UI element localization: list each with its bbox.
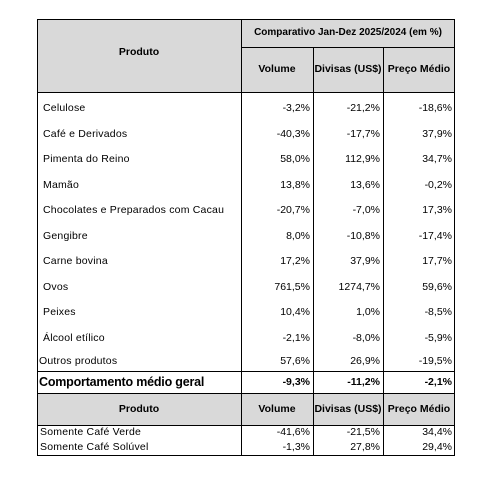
- coffee-row-1-volume: -41,6%: [276, 426, 310, 439]
- col-divider-1: [241, 19, 242, 456]
- coffee-row-2-preco: 29,4%: [422, 441, 452, 454]
- border-left: [37, 19, 38, 456]
- row-11-produto: Outros produtos: [39, 355, 118, 368]
- row-8-volume: 761,5%: [274, 280, 310, 293]
- row-11-volume: 57,6%: [280, 355, 310, 368]
- row-2-volume: -40,3%: [276, 127, 310, 140]
- row-3-produto: Pimenta do Reino: [43, 153, 130, 166]
- header-bottom: [37, 92, 455, 93]
- row-4-volume: 13,8%: [280, 178, 310, 191]
- row-9-divisas: 1,0%: [356, 306, 380, 319]
- row-5-divisas: -7,0%: [352, 204, 380, 217]
- header2-bottom: [37, 425, 455, 426]
- header2-produto: Produto: [37, 393, 241, 425]
- row-8-produto: Ovos: [43, 280, 69, 293]
- header2-preco-medio: Preço Médio: [383, 393, 455, 425]
- row-1-volume: -3,2%: [282, 102, 310, 115]
- row-1-preco: -18,6%: [418, 102, 452, 115]
- row-1-produto: Celulose: [43, 102, 86, 115]
- row-7-preco: 17,7%: [422, 255, 452, 268]
- comparison-table: [37, 19, 455, 455]
- header-divisas: Divisas (US$): [313, 47, 383, 92]
- header-preco-medio: Preço Médio: [383, 47, 455, 92]
- average-volume: -9,3%: [282, 375, 310, 388]
- header-sub-divider: [241, 47, 455, 48]
- coffee-row-2-volume: -1,3%: [282, 441, 310, 454]
- row-3-preco: 34,7%: [422, 153, 452, 166]
- header-volume: Volume: [241, 47, 313, 92]
- header2-volume: Volume: [241, 393, 313, 425]
- average-label: Comportamento médio geral: [39, 374, 205, 389]
- row-7-volume: 17,2%: [280, 255, 310, 268]
- row-2-divisas: -17,7%: [346, 127, 380, 140]
- col-divider-3: [383, 47, 384, 456]
- row-6-produto: Gengibre: [43, 229, 88, 242]
- row-3-divisas: 112,9%: [345, 153, 380, 166]
- row-4-produto: Mamão: [43, 178, 80, 191]
- header-comparativo: Comparativo Jan-Dez 2025/2024 (em %): [241, 19, 455, 47]
- row-10-preco: -5,9%: [424, 331, 452, 344]
- header-produto: Produto: [37, 19, 241, 92]
- row-1-divisas: -21,2%: [346, 102, 380, 115]
- row-9-produto: Peixes: [43, 306, 76, 319]
- row-5-produto: Chocolates e Preparados com Cacau: [43, 204, 225, 217]
- row-6-preco: -17,4%: [418, 229, 452, 242]
- border-bottom: [37, 455, 455, 456]
- row-5-volume: -20,7%: [276, 204, 310, 217]
- row-5-preco: 17,3%: [422, 204, 452, 217]
- row-9-volume: 10,4%: [280, 306, 310, 319]
- avg-bottom: [37, 393, 455, 394]
- row-10-volume: -2,1%: [282, 331, 310, 344]
- average-divisas: -11,2%: [347, 375, 380, 388]
- row-10-produto: Álcool etílico: [43, 331, 105, 344]
- row-7-divisas: 37,9%: [350, 255, 380, 268]
- row-3-volume: 58,0%: [280, 153, 310, 166]
- row-9-preco: -8,5%: [424, 306, 452, 319]
- col-divider-2: [313, 47, 314, 456]
- coffee-row-1-divisas: -21,5%: [346, 426, 380, 439]
- border-top: [37, 19, 455, 20]
- row-11-divisas: 26,9%: [350, 355, 380, 368]
- coffee-row-1-produto: Somente Café Verde: [40, 426, 142, 439]
- row-8-divisas: 1274,7%: [338, 280, 380, 293]
- row-8-preco: 59,6%: [422, 280, 452, 293]
- row-10-divisas: -8,0%: [352, 331, 380, 344]
- row-6-volume: 8,0%: [286, 229, 310, 242]
- header2-divisas: Divisas (US$): [313, 393, 383, 425]
- row-6-divisas: -10,8%: [346, 229, 380, 242]
- row-2-preco: 37,9%: [422, 127, 452, 140]
- coffee-row-1-preco: 34,4%: [422, 426, 452, 439]
- row-2-produto: Café e Derivados: [43, 127, 128, 140]
- coffee-row-2-produto: Somente Café Solúvel: [40, 441, 149, 454]
- coffee-row-2-divisas: 27,8%: [350, 441, 380, 454]
- avg-top: [37, 371, 455, 372]
- border-right: [454, 19, 455, 456]
- row-4-divisas: 13,6%: [350, 178, 380, 191]
- row-4-preco: -0,2%: [424, 178, 452, 191]
- row-7-produto: Carne bovina: [43, 255, 108, 268]
- row-11-preco: -19,5%: [418, 355, 452, 368]
- average-preco: -2,1%: [424, 375, 452, 388]
